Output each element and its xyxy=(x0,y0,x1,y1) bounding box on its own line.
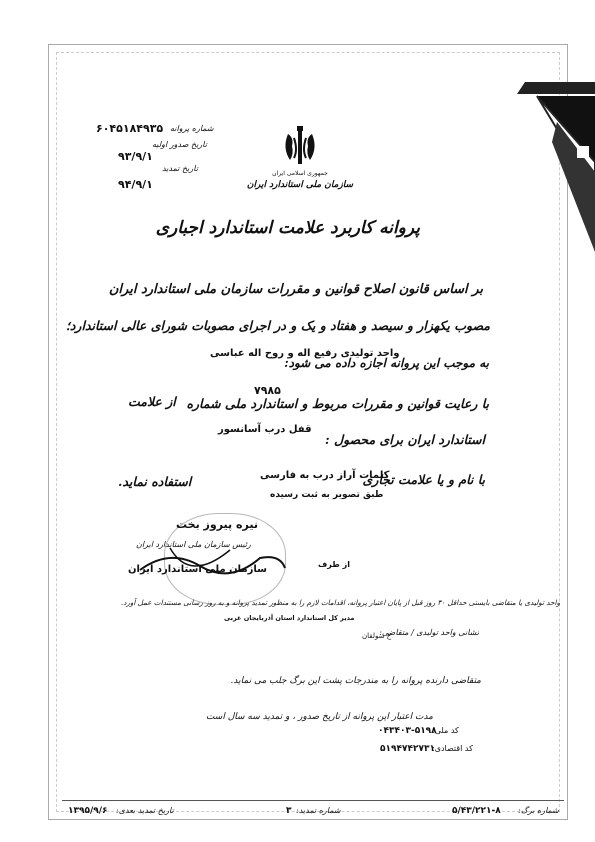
iran-emblem-icon xyxy=(280,124,320,168)
body-para2: مصوب یکهزار و سیصد و هفتاد و یک و در اجرای مصوبات شورای عالی استاندارد؛ xyxy=(65,318,490,333)
renew-date: ۹۴/۹/۱ xyxy=(118,178,153,191)
issue-date-label: تاریخ صدور اولیه xyxy=(152,140,207,149)
handwritten-signature xyxy=(130,528,290,588)
document-title: پروانه کاربرد علامت استاندارد اجباری xyxy=(155,218,420,238)
org-line1: جمهوری اسلامی ایران xyxy=(272,170,328,177)
grant-prefix: به موجب این پروانه اجازه داده می شود: xyxy=(284,356,489,370)
brand-value: کلمات آراز درب به فارسی xyxy=(260,470,390,481)
footer-sheet-value: ۵/۴۳/۲۲۱-۸ xyxy=(452,806,501,816)
director-line: مدیر کل استاندارد استان آذربایجان غربی xyxy=(224,614,355,622)
org-line2: سازمان ملی استاندارد ایران xyxy=(246,180,354,190)
signer-name: نیره پیروز بخت xyxy=(176,518,258,531)
national-code-value: ۰۴۳۴۰۳-۵۱۹۸ xyxy=(378,726,437,736)
license-number: ۶۰۴۵۱۸۴۹۳۵ xyxy=(96,122,164,135)
from-mark: از علامت xyxy=(128,394,176,409)
note2: مدت اعتبار این پروانه از تاریخ صدور ، و تمدید سه سال است xyxy=(205,712,433,722)
footer-divider xyxy=(62,800,564,801)
address-label: نشانی واحد تولیدی / متقاضی: xyxy=(379,628,479,637)
address-value: خ سولقان xyxy=(362,632,392,640)
note1: متقاضی دارنده پروانه را به مندرجات پشت این برگ جلب می نماید. xyxy=(230,676,481,686)
footer-sheet-label: شماره برگ: xyxy=(518,806,559,815)
license-number-label: شماره پروانه xyxy=(170,124,214,133)
footer-renew-value: ۱۳۹۵/۹/۶ xyxy=(68,806,108,816)
signer-title1: رئیس سازمان ملی استاندارد ایران xyxy=(136,540,251,549)
grantee-name: واحد تولیدی رفیع اله و روح اله عباسی xyxy=(210,348,400,359)
footer-renew-count-label: شماره تمدید: xyxy=(296,806,341,815)
issue-date: ۹۳/۹/۱ xyxy=(118,150,153,163)
signer-title2: سازمان ملی استاندارد ایران xyxy=(128,564,267,575)
renewal-notice: واحد تولیدی یا متقاضی بایستی حداقل ۳۰ روز قبل از پایان اعتبار پروانه، اقدامات لازم را به منظور تمدید پروانه و به روز رسانی مستندات عمل آورد. xyxy=(120,598,560,607)
product-name: قفل درب آسانسور xyxy=(218,424,312,435)
body-para1: بر اساس قانون اصلاح قوانین و مقررات سازمان ملی استاندارد ایران xyxy=(108,282,483,297)
use-suffix: استفاده نماید. xyxy=(118,474,192,489)
on-behalf: از طرف xyxy=(318,560,350,569)
footer-renew-label: تاریخ تمدید بعدی: xyxy=(116,806,174,815)
footer-renew-count-value: ۳ xyxy=(286,806,292,816)
flag-ribbon xyxy=(497,82,595,252)
economic-code-value: ۵۱۹۴۷۴۲۷۳۱ xyxy=(380,744,435,754)
standard-number: ۷۹۸۵ xyxy=(254,384,281,397)
brand-note: طبق تصویر به ثبت رسیده xyxy=(270,490,384,500)
brand-prefix: با نام و یا علامت تجاری xyxy=(362,472,485,487)
economic-code-label: کد اقتصادی: xyxy=(432,744,473,753)
body-para4: استاندارد ایران برای محصول : xyxy=(325,432,485,447)
national-code-label: کد ملی: xyxy=(432,726,459,735)
body-para3: با رعایت قوانین و مقررات مربوط و استاندارد ملی شماره xyxy=(186,396,489,411)
renew-date-label: تاریخ تمدید xyxy=(162,164,198,173)
